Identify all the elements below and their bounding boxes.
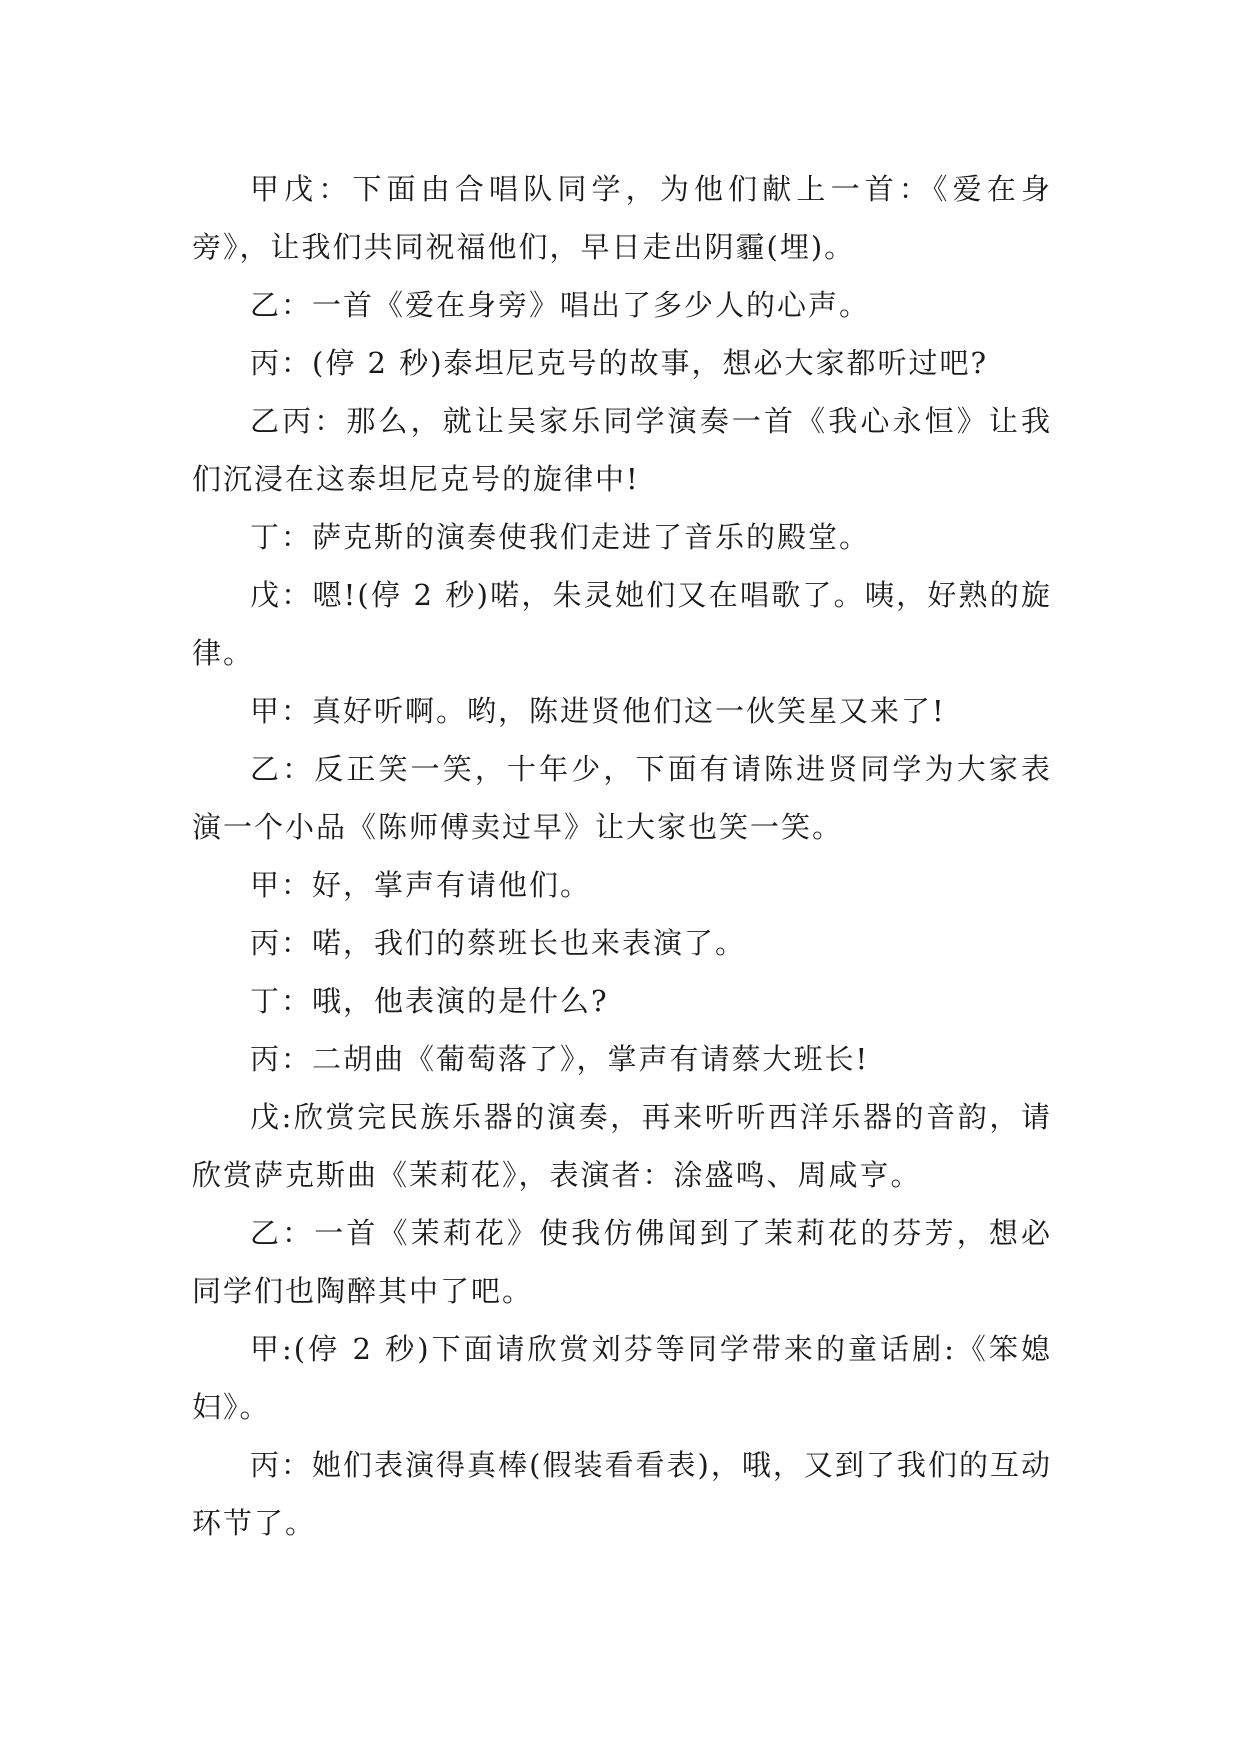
document-body bbox=[192, 160, 1052, 1552]
paragraph: 丁：哦，他表演的是什么? bbox=[250, 984, 609, 1018]
paragraph: 戊：嗯!(停 2 秒)喏，朱灵她们又在唱歌了。咦，好熟的旋律。 bbox=[192, 578, 1052, 670]
paragraph: 丙：她们表演得真棒(假装看看表)，哦，又到了我们的互动环节了。 bbox=[192, 1448, 1052, 1540]
paragraph: 甲：好，掌声有请他们。 bbox=[250, 868, 592, 902]
paragraph: 丙：二胡曲《葡萄落了》，掌声有请蔡大班长! bbox=[250, 1042, 870, 1076]
paragraph: 乙：一首《茉莉花》使我仿佛闻到了茉莉花的芬芳，想必同学们也陶醉其中了吧。 bbox=[192, 1216, 1052, 1308]
paragraph: 丁：萨克斯的演奏使我们走进了音乐的殿堂。 bbox=[250, 520, 871, 554]
paragraph: 丙：(停 2 秒)泰坦尼克号的故事，想必大家都听过吧? bbox=[250, 346, 989, 380]
paragraph: 乙：反正笑一笑，十年少，下面有请陈进贤同学为大家表演一个小品《陈师傅卖过早》让大家也笑一笑。 bbox=[192, 752, 1052, 844]
paragraph: 甲：真好听啊。哟，陈进贤他们这一伙笑星又来了! bbox=[250, 694, 946, 728]
paragraph: 乙：一首《爱在身旁》唱出了多少人的心声。 bbox=[250, 288, 871, 322]
paragraph: 甲:(停 2 秒)下面请欣赏刘芬等同学带来的童话剧:《笨媳妇》。 bbox=[192, 1332, 1052, 1424]
paragraph: 甲戊：下面由合唱队同学，为他们献上一首：《爱在身旁》，让我们共同祝福他们，早日走出阴霾(埋)。 bbox=[192, 172, 1052, 264]
paragraph: 戊:欣赏完民族乐器的演奏，再来听听西洋乐器的音韵，请欣赏萨克斯曲《茉莉花》，表演者：涂盛鸣、周咸亨。 bbox=[192, 1100, 1052, 1192]
paragraph: 丙：喏，我们的蔡班长也来表演了。 bbox=[250, 926, 747, 960]
paragraph: 乙丙：那么，就让吴家乐同学演奏一首《我心永恒》让我们沉浸在这泰坦尼克号的旋律中! bbox=[192, 404, 1052, 496]
